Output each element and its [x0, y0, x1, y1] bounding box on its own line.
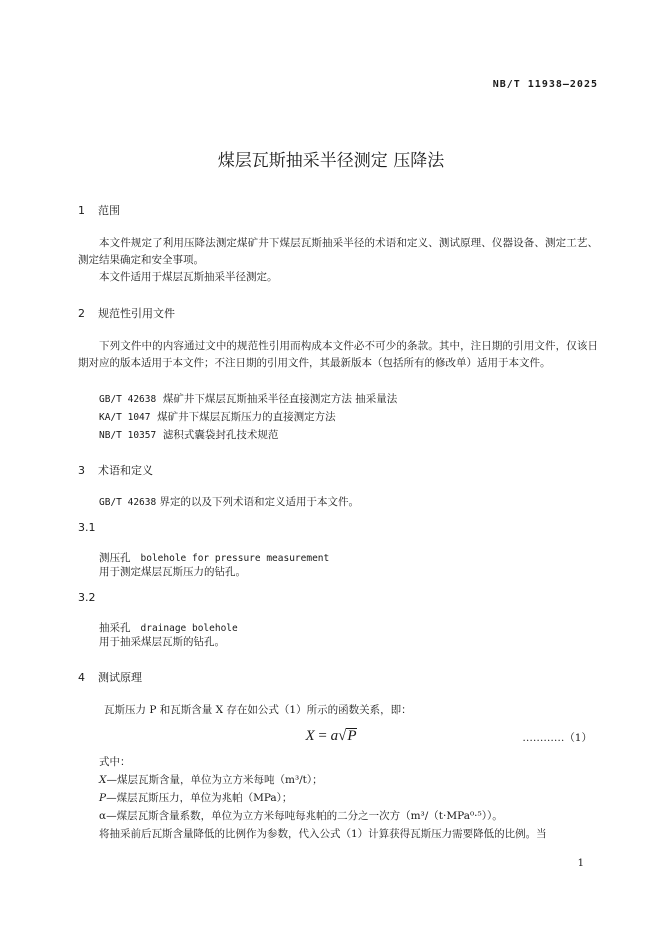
section-heading-references	[78, 305, 175, 321]
section-title: 测试原理	[98, 671, 142, 684]
section-number: 3	[78, 464, 85, 477]
references-intro: 下列文件中的内容通过文中的规范性引用而构成本文件必不可少的条款。其中，注日期的引用文件，仅该日期对应的版本适用于本文件；不注日期的引用文件，其最新版本（包括所有的修改单）适用于本文件。	[78, 340, 598, 369]
equation-number: …………（1）	[522, 732, 592, 744]
variable-definition: X—煤层瓦斯含量，单位为立方米每吨（m³/t）；	[99, 774, 323, 786]
term-number: 3.2	[78, 591, 96, 604]
reference-item: GB/T 42638 煤矿井下煤层瓦斯抽采半径直接测定方法 抽采量法	[99, 393, 398, 405]
page-number: 1	[577, 858, 584, 869]
section-title: 规范性引用文件	[98, 307, 175, 320]
section-title: 范围	[98, 204, 120, 217]
standard-number: NB/T 11938—2025	[492, 79, 598, 90]
term-definition: 用于测定煤层瓦斯压力的钻孔。	[99, 566, 246, 578]
section-number: 4	[78, 671, 85, 684]
section-number: 1	[78, 204, 85, 217]
term-entry: 抽采孔 drainage bolehole	[99, 622, 238, 634]
scope-applicability: 本文件适用于煤层瓦斯抽采半径测定。	[99, 271, 278, 283]
variable-definition: P—煤层瓦斯压力，单位为兆帕（MPa）；	[99, 792, 293, 804]
variable-definition: α—煤层瓦斯含量系数，单位为立方米每吨每兆帕的二分之一次方（m³/（t·MPa⁰·⁵））。	[99, 810, 503, 822]
principle-intro: 瓦斯压力 P 和瓦斯含量 X 存在如公式（1）所示的函数关系，即：	[104, 704, 412, 716]
document-title: 煤层瓦斯抽采半径测定 压降法	[217, 151, 445, 171]
section-number: 2	[78, 307, 85, 320]
section-heading-scope	[78, 202, 120, 218]
term-definition: 用于抽采煤层瓦斯的钻孔。	[99, 636, 225, 648]
principle-continuation: 将抽采前后瓦斯含量降低的比例作为参数，代入公式（1）计算获得瓦斯压力需要降低的比例。当	[99, 828, 547, 840]
section-heading-principle	[78, 669, 142, 685]
reference-item: NB/T 10357 滤积式囊袋封孔技术规范	[99, 429, 279, 441]
where-label: 式中：	[99, 756, 131, 768]
terms-intro: GB/T 42638 界定的以及下列术语和定义适用于本文件。	[99, 496, 360, 508]
scope-paragraph: 本文件规定了利用压降法测定煤矿井下煤层瓦斯抽采半径的术语和定义、测试原理、仪器设备、测定工艺、测定结果确定和安全事项。	[78, 237, 598, 266]
term-number: 3.1	[78, 521, 96, 534]
section-heading-terms	[78, 462, 153, 478]
section-title: 术语和定义	[98, 464, 153, 477]
reference-item: KA/T 1047 煤矿井下煤层瓦斯压力的直接测定方法	[99, 411, 336, 423]
term-entry: 测压孔 bolehole for pressure measurement	[99, 552, 330, 564]
formula-1: X = a√P	[305, 728, 357, 744]
